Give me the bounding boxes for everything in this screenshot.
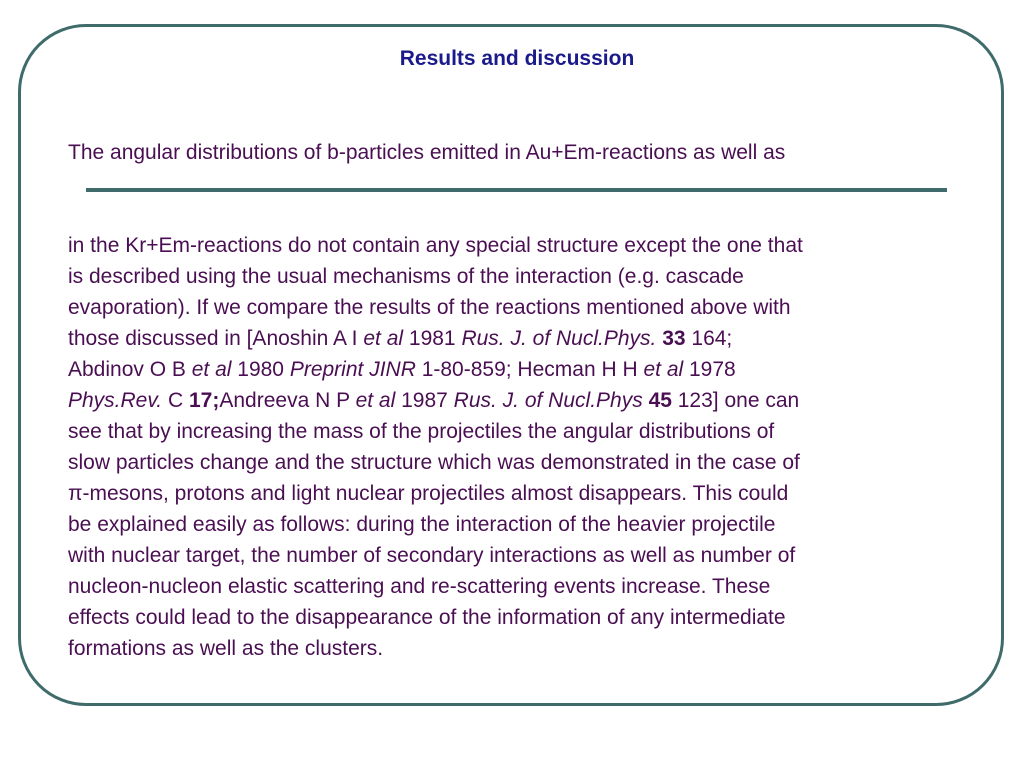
body-line: π-mesons, protons and light nuclear projectiles almost disappears. This could bbox=[68, 482, 789, 505]
body-line: see that by increasing the mass of the projectiles the angular distributions of bbox=[68, 420, 775, 443]
citation-text: 1978 bbox=[683, 358, 736, 381]
intro-text: The angular distributions of b-particles emitted in Au+Em-reactions as well as bbox=[68, 141, 786, 164]
citation-italic: et al bbox=[191, 358, 232, 381]
citation-italic: et al bbox=[363, 327, 404, 350]
body-line: be explained easily as follows: during the interaction of the heavier projectile bbox=[68, 513, 776, 536]
body-line: evaporation). If we compare the results of the reactions mentioned above with bbox=[68, 296, 791, 319]
body-line-citation bbox=[68, 323, 968, 354]
citation-italic: et al bbox=[643, 358, 684, 381]
body-line: formations as well as the clusters. bbox=[68, 637, 384, 660]
body-paragraph bbox=[68, 230, 968, 664]
body-line: nucleon-nucleon elastic scattering and re-scattering events increase. These bbox=[68, 575, 771, 598]
citation-italic: et al bbox=[355, 389, 396, 412]
citation-journal: Preprint JINR bbox=[289, 358, 416, 381]
citation-text: those discussed in [Anoshin A I bbox=[68, 327, 364, 350]
citation-text: 164; bbox=[685, 327, 733, 350]
citation-journal: Rus. J. of Nucl.Phys bbox=[453, 389, 643, 412]
body-line-citation bbox=[68, 354, 968, 385]
citation-volume: 33 bbox=[662, 327, 686, 350]
citation-text: Abdinov O B bbox=[68, 358, 192, 381]
slide-title: Results and discussion bbox=[399, 47, 635, 70]
divider-rule bbox=[86, 188, 947, 192]
citation-text: Andreeva N P bbox=[219, 389, 356, 412]
citation-text: 1981 bbox=[403, 327, 462, 350]
body-line: with nuclear target, the number of secondary interactions as well as number of bbox=[68, 544, 796, 567]
body-line: in the Kr+Em-reactions do not contain any special structure except the one that bbox=[68, 234, 803, 257]
citation-journal: Phys.Rev. bbox=[68, 389, 163, 412]
citation-volume: 45 bbox=[648, 389, 672, 412]
citation-text: 1987 bbox=[395, 389, 454, 412]
citation-text: 123] one can bbox=[671, 389, 800, 412]
citation-journal: Rus. J. of Nucl.Phys. bbox=[461, 327, 657, 350]
body-line: slow particles change and the structure which was demonstrated in the case of bbox=[68, 451, 800, 474]
citation-volume: 17; bbox=[189, 389, 220, 412]
body-line: is described using the usual mechanisms of the interaction (e.g. cascade bbox=[68, 265, 744, 288]
citation-text: C bbox=[162, 389, 189, 412]
citation-text: 1980 bbox=[231, 358, 290, 381]
citation-text: 1-80-859; Hecman H H bbox=[415, 358, 644, 381]
body-line: effects could lead to the disappearance of the information of any intermediate bbox=[68, 606, 786, 629]
body-line-citation bbox=[68, 385, 968, 416]
